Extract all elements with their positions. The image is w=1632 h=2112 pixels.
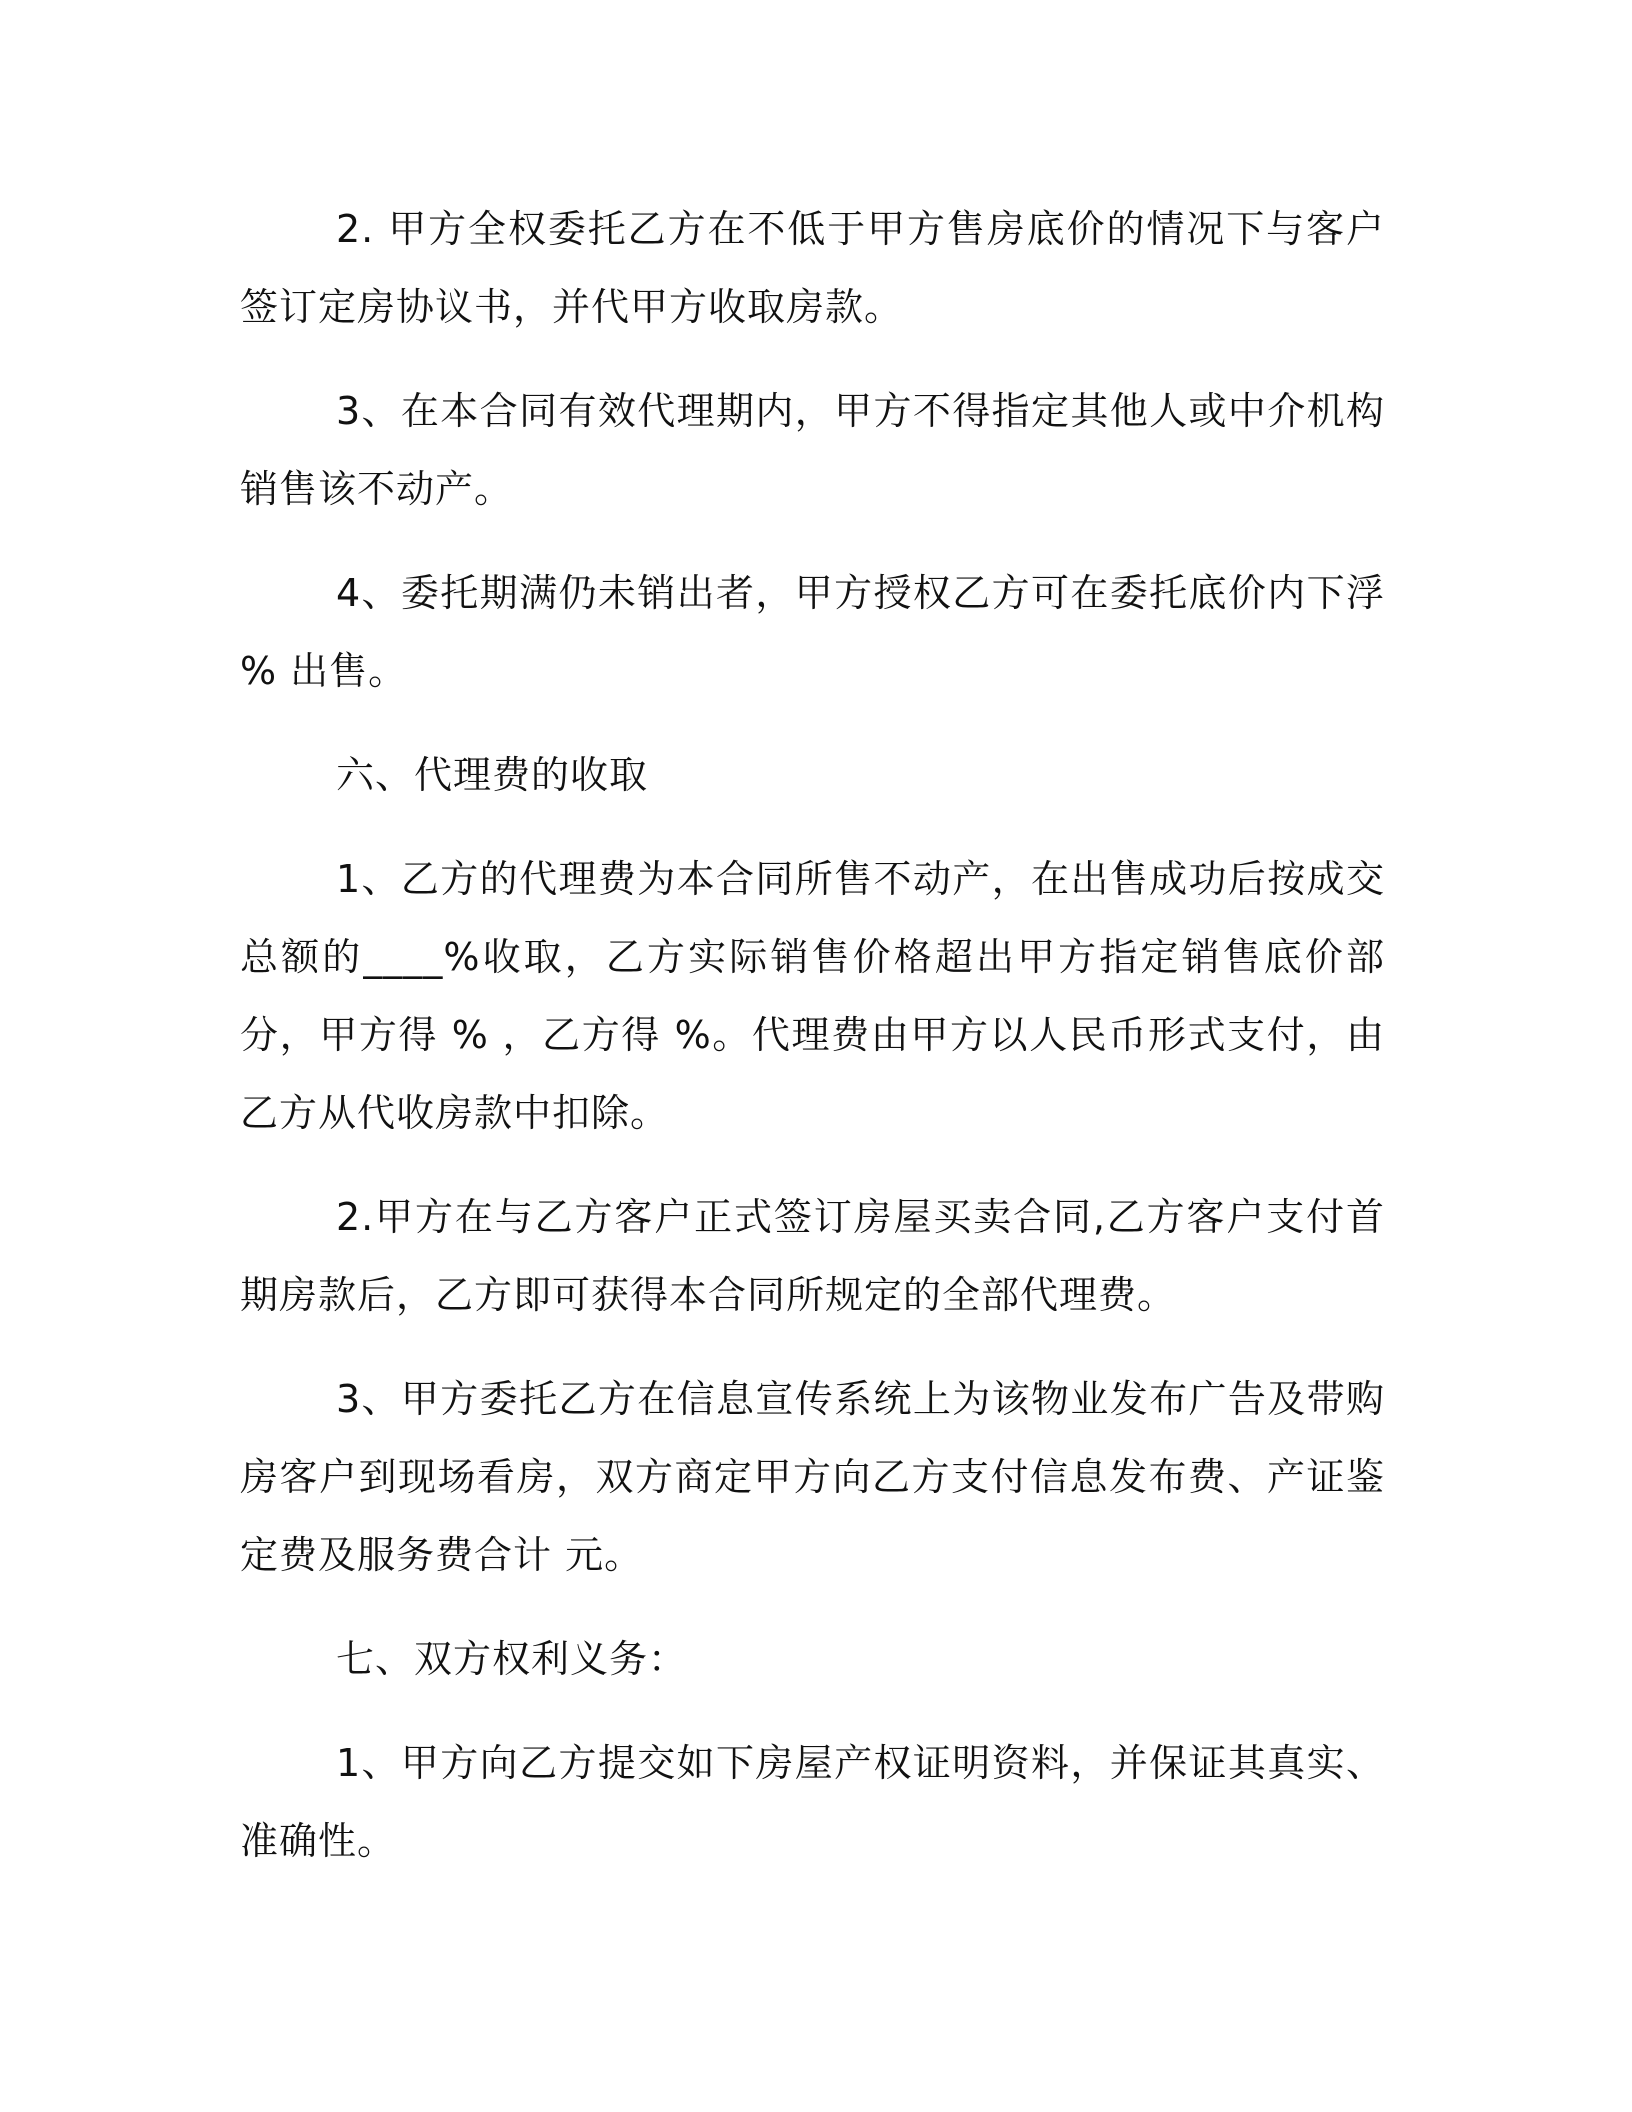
clause-3-paragraph: 3、在本合同有效代理期内，甲方不得指定其他人或中介机构销售该不动产。 <box>240 389 1385 511</box>
rights-clause-1-paragraph: 1、甲方向乙方提交如下房屋产权证明资料，并保证其真实、准确性。 <box>240 1741 1385 1863</box>
clause-2-paragraph: 2. 甲方全权委托乙方在不低于甲方售房底价的情况下与客户签订定房协议书，并代甲方收取房款。 <box>240 207 1385 329</box>
fee-clause-1-paragraph: 1、乙方的代理费为本合同所售不动产，在出售成功后按成交总额的____%收取，乙方实际销售价格超出甲方指定销售底价部分，甲方得 % ，乙方得 %。代理费由甲方以人民币形式支付，由乙方从代收房款中扣除。 <box>240 857 1385 1135</box>
clause-4-paragraph: 4、委托期满仍未销出者，甲方授权乙方可在委托底价内下浮 % 出售。 <box>240 571 1385 693</box>
fee-clause-3-paragraph: 3、甲方委托乙方在信息宣传系统上为该物业发布广告及带购房客户到现场看房，双方商定甲方向乙方支付信息发布费、产证鉴定费及服务费合计 元。 <box>240 1377 1385 1577</box>
document-body <box>240 190 1385 1906</box>
section-six-heading: 六、代理费的收取 <box>336 753 649 797</box>
fee-clause-2-paragraph: 2.甲方在与乙方客户正式签订房屋买卖合同,乙方客户支付首期房款后，乙方即可获得本合同所规定的全部代理费。 <box>240 1195 1385 1317</box>
section-seven-heading: 七、双方权利义务： <box>336 1637 688 1681</box>
